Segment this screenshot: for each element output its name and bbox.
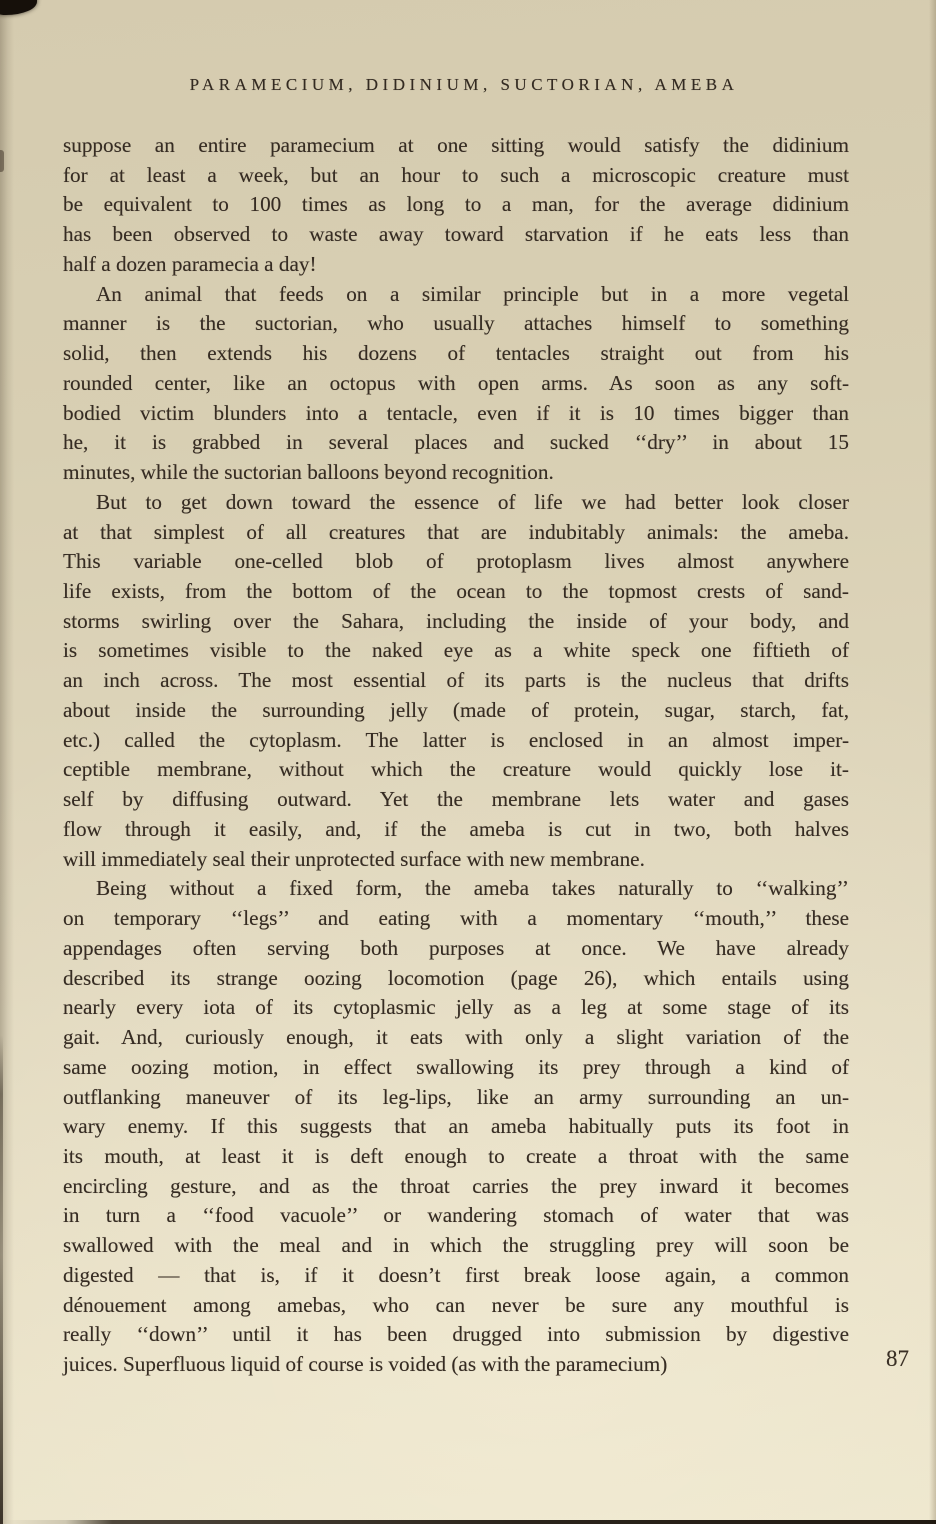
text-line: encircling gesture, and as the throat carries the prey inward it becomes	[63, 1173, 849, 1198]
scan-artifact-left-edge-line	[0, 1035, 3, 1524]
text-line: appendages often serving both purposes at once. We have already	[63, 935, 849, 960]
paragraph	[63, 874, 849, 1379]
text-line: really ‘‘down’’ until it has been drugged into submission by digestive	[63, 1322, 849, 1347]
text-line: same oozing motion, in effect swallowing its prey through a kind of	[63, 1054, 849, 1079]
text-line: nearly every iota of its cytoplasmic jelly as a leg at some stage of its	[63, 995, 849, 1020]
text-line: at that simplest of all creatures that are indubitably animals: the ameba.	[63, 519, 849, 544]
paragraph	[63, 488, 849, 875]
text-line: self by diffusing outward. Yet the membrane lets water and gases	[63, 787, 849, 812]
text-line: an inch across. The most essential of its parts is the nucleus that drifts	[63, 668, 849, 693]
body-text	[63, 131, 849, 1380]
text-line: outflanking maneuver of its leg-lips, like an army surrounding an un-	[63, 1084, 849, 1109]
text-line: in turn a ‘‘food vacuole’’ or wandering stomach of water that was	[63, 1203, 849, 1228]
text-line: wary enemy. If this suggests that an ameba habitually puts its foot in	[63, 1114, 849, 1139]
text-line: will immediately seal their unprotected surface with new membrane.	[63, 846, 645, 871]
text-line: life exists, from the bottom of the ocean to the topmost crests of sand-	[63, 579, 849, 604]
text-line: about inside the surrounding jelly (made of protein, sugar, starch, fat,	[63, 697, 849, 722]
text-line: minutes, while the suctorian balloons beyond recognition.	[63, 460, 554, 485]
scan-artifact-top-left-corner	[0, 0, 37, 15]
text-line: is sometimes visible to the naked eye as a white speck one fiftieth of	[63, 638, 849, 663]
text-line: etc.) called the cytoplasm. The latter is enclosed in an almost imper-	[63, 727, 849, 752]
paragraph	[63, 280, 849, 488]
text-line: be equivalent to 100 times as long to a man, for the average didinium	[63, 192, 849, 217]
text-line: its mouth, at least it is deft enough to create a throat with the same	[63, 1143, 849, 1168]
text-line: on temporary ‘‘legs’’ and eating with a momentary ‘‘mouth,’’ these	[63, 906, 849, 931]
text-line: digested — that is, if it doesn’t first break loose again, a common	[63, 1262, 849, 1287]
text-line: flow through it easily, and, if the ameba is cut in two, both halves	[63, 816, 849, 841]
text-line: Being without a fixed form, the ameba takes naturally to ‘‘walking’’	[96, 876, 849, 901]
text-line: dénouement among amebas, who can never be sure any mouthful is	[63, 1292, 849, 1317]
scan-artifact-left-speck	[0, 150, 4, 172]
text-line: half a dozen paramecia a day!	[63, 251, 317, 276]
text-line: manner is the suctorian, who usually attaches himself to something	[63, 311, 849, 336]
page-number: 87	[886, 1346, 909, 1371]
scan-shadow-right-edge	[929, 0, 936, 1524]
paragraph	[63, 131, 849, 280]
text-line: juices. Superfluous liquid of course is voided (as with the paramecium)	[63, 1352, 668, 1377]
text-line: gait. And, curiously enough, it eats with only a slight variation of the	[63, 1025, 849, 1050]
text-line: ceptible membrane, without which the creature would quickly lose it-	[63, 757, 849, 782]
text-line: he, it is grabbed in several places and sucked ‘‘dry’’ in about 15	[63, 430, 849, 455]
text-line: swallowed with the meal and in which the struggling prey will soon be	[63, 1233, 849, 1258]
text-line: But to get down toward the essence of life we had better look closer	[96, 489, 849, 514]
text-line: rounded center, like an octopus with open arms. As soon as any soft-	[63, 370, 849, 395]
text-line: This variable one-celled blob of protoplasm lives almost anywhere	[63, 549, 849, 574]
text-line: has been observed to waste away toward starvation if he eats less than	[63, 222, 849, 247]
text-line: suppose an entire paramecium at one sitting would satisfy the didinium	[63, 133, 849, 157]
running-head: PARAMECIUM, DIDINIUM, SUCTORIAN, AMEBA	[189, 75, 739, 94]
text-line: described its strange oozing locomotion (page 26), which entails using	[63, 965, 849, 990]
text-line: An animal that feeds on a similar principle but in a more vegetal	[96, 281, 849, 306]
text-line: for at least a week, but an hour to such a microscopic creature must	[63, 162, 849, 187]
text-line: solid, then extends his dozens of tentacles straight out from his	[63, 341, 849, 366]
text-line: storms swirling over the Sahara, including the inside of your body, and	[63, 608, 849, 633]
scan-artifact-bottom-edge	[0, 1520, 936, 1524]
text-line: bodied victim blunders into a tentacle, even if it is 10 times bigger than	[63, 400, 849, 425]
